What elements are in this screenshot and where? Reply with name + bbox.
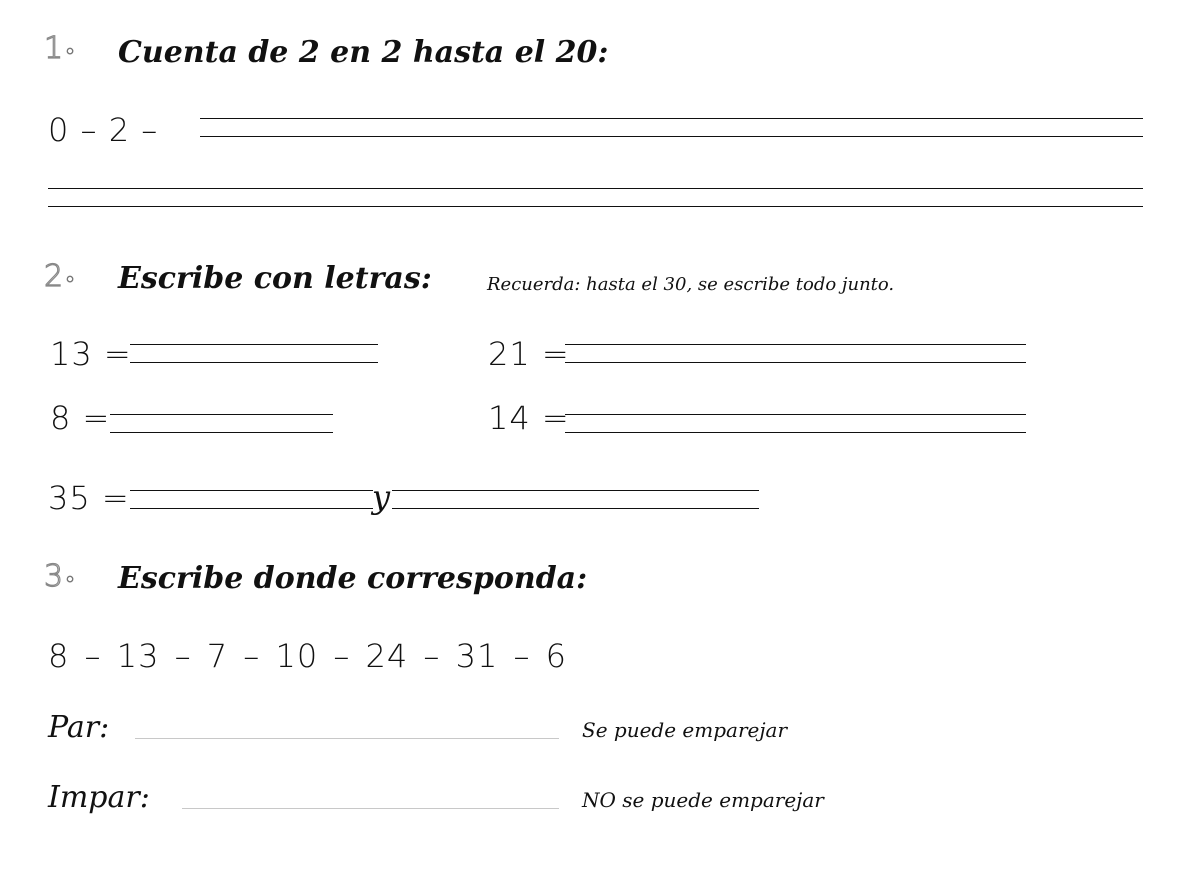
connector-y: y xyxy=(372,478,391,516)
answer-line-count-2[interactable] xyxy=(48,188,1143,207)
section-1-heading xyxy=(44,31,77,66)
answer-line-par[interactable] xyxy=(135,738,559,739)
count-sequence-start: 0 – 2 – xyxy=(48,111,159,149)
answer-line-8[interactable] xyxy=(110,414,333,433)
section-number: 2 xyxy=(44,259,64,294)
par-hint: Se puede emparejar xyxy=(582,718,788,742)
par-label: Par: xyxy=(48,710,110,745)
answer-line-13[interactable] xyxy=(130,344,378,363)
section-number-dot: ∘ xyxy=(63,39,77,64)
section-2-reminder: Recuerda: hasta el 30, se escribe todo junto. xyxy=(487,274,895,295)
answer-line-impar[interactable] xyxy=(182,808,559,809)
answer-line-21[interactable] xyxy=(565,344,1026,363)
section-number: 1 xyxy=(44,31,64,66)
label-35: 35 = xyxy=(48,479,130,517)
label-14: 14 = xyxy=(488,399,570,437)
section-number-dot: ∘ xyxy=(63,567,77,592)
impar-hint: NO se puede emparejar xyxy=(582,788,824,812)
label-8: 8 = xyxy=(50,399,111,437)
section-number: 3 xyxy=(44,559,64,594)
section-number-dot: ∘ xyxy=(63,267,77,292)
section-3-heading xyxy=(44,559,77,594)
answer-line-count-1[interactable] xyxy=(200,118,1143,137)
answer-line-14[interactable] xyxy=(565,414,1026,433)
section-1-title: Cuenta de 2 en 2 hasta el 20: xyxy=(118,35,609,70)
section-2-title: Escribe con letras: xyxy=(118,261,432,296)
label-21: 21 = xyxy=(488,335,570,373)
section-3-title: Escribe donde corresponda: xyxy=(118,561,588,596)
label-13: 13 = xyxy=(50,335,132,373)
impar-label: Impar: xyxy=(48,780,150,815)
answer-line-35-tens[interactable] xyxy=(130,490,373,509)
numbers-to-classify: 8 – 13 – 7 – 10 – 24 – 31 – 6 xyxy=(48,637,568,675)
answer-line-35-units[interactable] xyxy=(392,490,759,509)
section-2-heading xyxy=(44,259,77,294)
